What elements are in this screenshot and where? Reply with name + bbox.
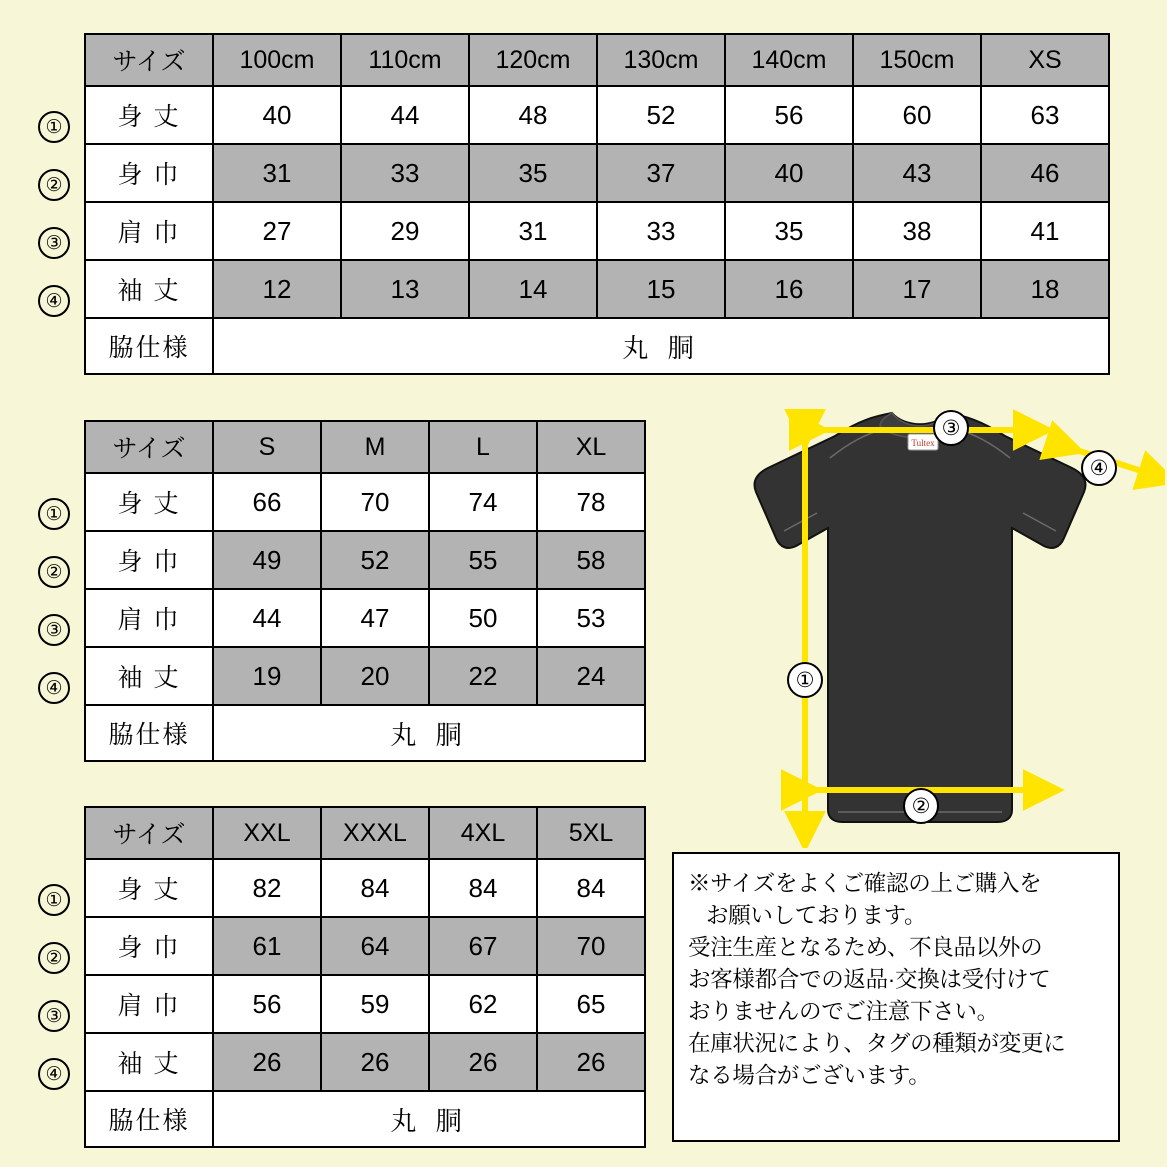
note-line: 受注生産となるため、不良品以外の bbox=[688, 934, 1043, 960]
table-row bbox=[85, 859, 645, 917]
cell-value: 59 bbox=[321, 975, 429, 1033]
cell-value: 41 bbox=[981, 202, 1109, 260]
footer-value: 丸 胴 bbox=[213, 1091, 645, 1147]
cell-value: 26 bbox=[429, 1033, 537, 1091]
marker-circle-2: ② bbox=[38, 169, 70, 201]
header-cell: L bbox=[429, 421, 537, 473]
header-cell: 4XL bbox=[429, 807, 537, 859]
diagram-marker-sleeve-length: ④ bbox=[1081, 450, 1117, 486]
marker-circle-4: ④ bbox=[38, 1058, 70, 1090]
header-cell-size: サイズ bbox=[85, 421, 213, 473]
note-line: おりませんのでご注意下さい。 bbox=[688, 998, 999, 1024]
header-cell: XXXL bbox=[321, 807, 429, 859]
row-label: 身 丈 bbox=[85, 86, 213, 144]
cell-value: 18 bbox=[981, 260, 1109, 318]
cell-value: 84 bbox=[429, 859, 537, 917]
header-cell: 150cm bbox=[853, 34, 981, 86]
table-row bbox=[85, 917, 645, 975]
footer-label: 脇仕様 bbox=[85, 705, 213, 761]
cell-value: 16 bbox=[725, 260, 853, 318]
size-table-bigsize-wrapper bbox=[84, 806, 646, 1148]
cell-value: 35 bbox=[725, 202, 853, 260]
cell-value: 26 bbox=[213, 1033, 321, 1091]
table-row bbox=[85, 589, 645, 647]
footer-value: 丸 胴 bbox=[213, 705, 645, 761]
footer-label: 脇仕様 bbox=[85, 1091, 213, 1147]
cell-value: 24 bbox=[537, 647, 645, 705]
table-row-footer bbox=[85, 705, 645, 761]
cell-value: 64 bbox=[321, 917, 429, 975]
cell-value: 46 bbox=[981, 144, 1109, 202]
marker-circle-3: ③ bbox=[38, 614, 70, 646]
table-row-footer bbox=[85, 318, 1109, 374]
row-label: 肩 巾 bbox=[85, 202, 213, 260]
cell-value: 33 bbox=[597, 202, 725, 260]
cell-value: 62 bbox=[429, 975, 537, 1033]
cell-value: 27 bbox=[213, 202, 341, 260]
note-line: なる場合がございます。 bbox=[688, 1062, 931, 1088]
cell-value: 26 bbox=[321, 1033, 429, 1091]
table-row-header bbox=[85, 807, 645, 859]
row-label: 袖 丈 bbox=[85, 1033, 213, 1091]
table-row bbox=[85, 202, 1109, 260]
cell-value: 61 bbox=[213, 917, 321, 975]
cell-value: 56 bbox=[213, 975, 321, 1033]
marker-circle-1: ① bbox=[38, 498, 70, 530]
cell-value: 58 bbox=[537, 531, 645, 589]
row-label: 身 巾 bbox=[85, 917, 213, 975]
header-cell: M bbox=[321, 421, 429, 473]
table-row-footer bbox=[85, 1091, 645, 1147]
table-row-header bbox=[85, 34, 1109, 86]
cell-value: 29 bbox=[341, 202, 469, 260]
note-line: 在庫状況により、タグの種類が変更に bbox=[688, 1030, 1066, 1056]
header-cell: 140cm bbox=[725, 34, 853, 86]
note-line: お願いしております。 bbox=[706, 902, 927, 928]
header-cell-size: サイズ bbox=[85, 807, 213, 859]
row-label: 袖 丈 bbox=[85, 260, 213, 318]
marker-circle-2: ② bbox=[38, 942, 70, 974]
cell-value: 12 bbox=[213, 260, 341, 318]
table-row-header bbox=[85, 421, 645, 473]
marker-gutter-table-kids bbox=[34, 98, 74, 330]
cell-value: 84 bbox=[321, 859, 429, 917]
header-cell: 120cm bbox=[469, 34, 597, 86]
marker-circle-1: ① bbox=[38, 884, 70, 916]
footer-value: 丸 胴 bbox=[213, 318, 1109, 374]
diagram-marker-body-width: ② bbox=[903, 788, 939, 824]
cell-value: 44 bbox=[213, 589, 321, 647]
table-row bbox=[85, 647, 645, 705]
size-table-adult-wrapper bbox=[84, 420, 646, 762]
table-row bbox=[85, 86, 1109, 144]
size-table-adult bbox=[84, 420, 646, 762]
cell-value: 44 bbox=[341, 86, 469, 144]
cell-value: 38 bbox=[853, 202, 981, 260]
cell-value: 14 bbox=[469, 260, 597, 318]
cell-value: 52 bbox=[321, 531, 429, 589]
row-label: 肩 巾 bbox=[85, 589, 213, 647]
row-label: 身 巾 bbox=[85, 144, 213, 202]
cell-value: 78 bbox=[537, 473, 645, 531]
cell-value: 40 bbox=[213, 86, 341, 144]
marker-gutter-table-adult bbox=[34, 485, 74, 717]
header-cell: 5XL bbox=[537, 807, 645, 859]
size-table-kids-wrapper bbox=[84, 33, 1110, 375]
marker-circle-3: ③ bbox=[38, 1000, 70, 1032]
diagram-marker-shoulder-width: ③ bbox=[933, 410, 969, 446]
header-cell: XL bbox=[537, 421, 645, 473]
cell-value: 33 bbox=[341, 144, 469, 202]
marker-circle-3: ③ bbox=[38, 227, 70, 259]
header-cell-size: サイズ bbox=[85, 34, 213, 86]
cell-value: 35 bbox=[469, 144, 597, 202]
cell-value: 53 bbox=[537, 589, 645, 647]
table-row bbox=[85, 144, 1109, 202]
cell-value: 63 bbox=[981, 86, 1109, 144]
cell-value: 47 bbox=[321, 589, 429, 647]
cell-value: 66 bbox=[213, 473, 321, 531]
table-row bbox=[85, 975, 645, 1033]
cell-value: 84 bbox=[537, 859, 645, 917]
header-cell: XXL bbox=[213, 807, 321, 859]
header-cell: 100cm bbox=[213, 34, 341, 86]
cell-value: 82 bbox=[213, 859, 321, 917]
marker-circle-1: ① bbox=[38, 111, 70, 143]
cell-value: 15 bbox=[597, 260, 725, 318]
size-table-bigsize bbox=[84, 806, 646, 1148]
cell-value: 67 bbox=[429, 917, 537, 975]
size-table-kids bbox=[84, 33, 1110, 375]
cell-value: 60 bbox=[853, 86, 981, 144]
tshirt-diagram bbox=[660, 398, 1165, 848]
diagram-marker-body-length: ① bbox=[787, 662, 823, 698]
marker-gutter-table-bigsize bbox=[34, 871, 74, 1103]
cell-value: 20 bbox=[321, 647, 429, 705]
header-cell: XS bbox=[981, 34, 1109, 86]
cell-value: 31 bbox=[213, 144, 341, 202]
cell-value: 52 bbox=[597, 86, 725, 144]
row-label: 身 巾 bbox=[85, 531, 213, 589]
cell-value: 40 bbox=[725, 144, 853, 202]
cell-value: 43 bbox=[853, 144, 981, 202]
header-cell: S bbox=[213, 421, 321, 473]
cell-value: 70 bbox=[537, 917, 645, 975]
cell-value: 13 bbox=[341, 260, 469, 318]
header-cell: 130cm bbox=[597, 34, 725, 86]
cell-value: 37 bbox=[597, 144, 725, 202]
header-cell: 110cm bbox=[341, 34, 469, 86]
row-label: 身 丈 bbox=[85, 473, 213, 531]
row-label: 身 丈 bbox=[85, 859, 213, 917]
cell-value: 31 bbox=[469, 202, 597, 260]
cell-value: 48 bbox=[469, 86, 597, 144]
cell-value: 74 bbox=[429, 473, 537, 531]
cell-value: 56 bbox=[725, 86, 853, 144]
marker-circle-4: ④ bbox=[38, 285, 70, 317]
cell-value: 17 bbox=[853, 260, 981, 318]
table-row bbox=[85, 531, 645, 589]
cell-value: 65 bbox=[537, 975, 645, 1033]
cell-value: 50 bbox=[429, 589, 537, 647]
footer-label: 脇仕様 bbox=[85, 318, 213, 374]
cell-value: 26 bbox=[537, 1033, 645, 1091]
cell-value: 22 bbox=[429, 647, 537, 705]
cell-value: 19 bbox=[213, 647, 321, 705]
note-line: ※サイズをよくご確認の上ご購入を bbox=[688, 871, 1042, 896]
cell-value: 49 bbox=[213, 531, 321, 589]
table-row bbox=[85, 1033, 645, 1091]
cell-value: 70 bbox=[321, 473, 429, 531]
marker-circle-2: ② bbox=[38, 556, 70, 588]
row-label: 肩 巾 bbox=[85, 975, 213, 1033]
cell-value: 55 bbox=[429, 531, 537, 589]
note-line: お客様都合での返品·交換は受付けて bbox=[688, 966, 1051, 992]
neck-tag-logo: Tultex bbox=[911, 438, 935, 448]
table-row bbox=[85, 260, 1109, 318]
table-row bbox=[85, 473, 645, 531]
notes-box bbox=[672, 852, 1120, 1142]
marker-circle-4: ④ bbox=[38, 672, 70, 704]
row-label: 袖 丈 bbox=[85, 647, 213, 705]
